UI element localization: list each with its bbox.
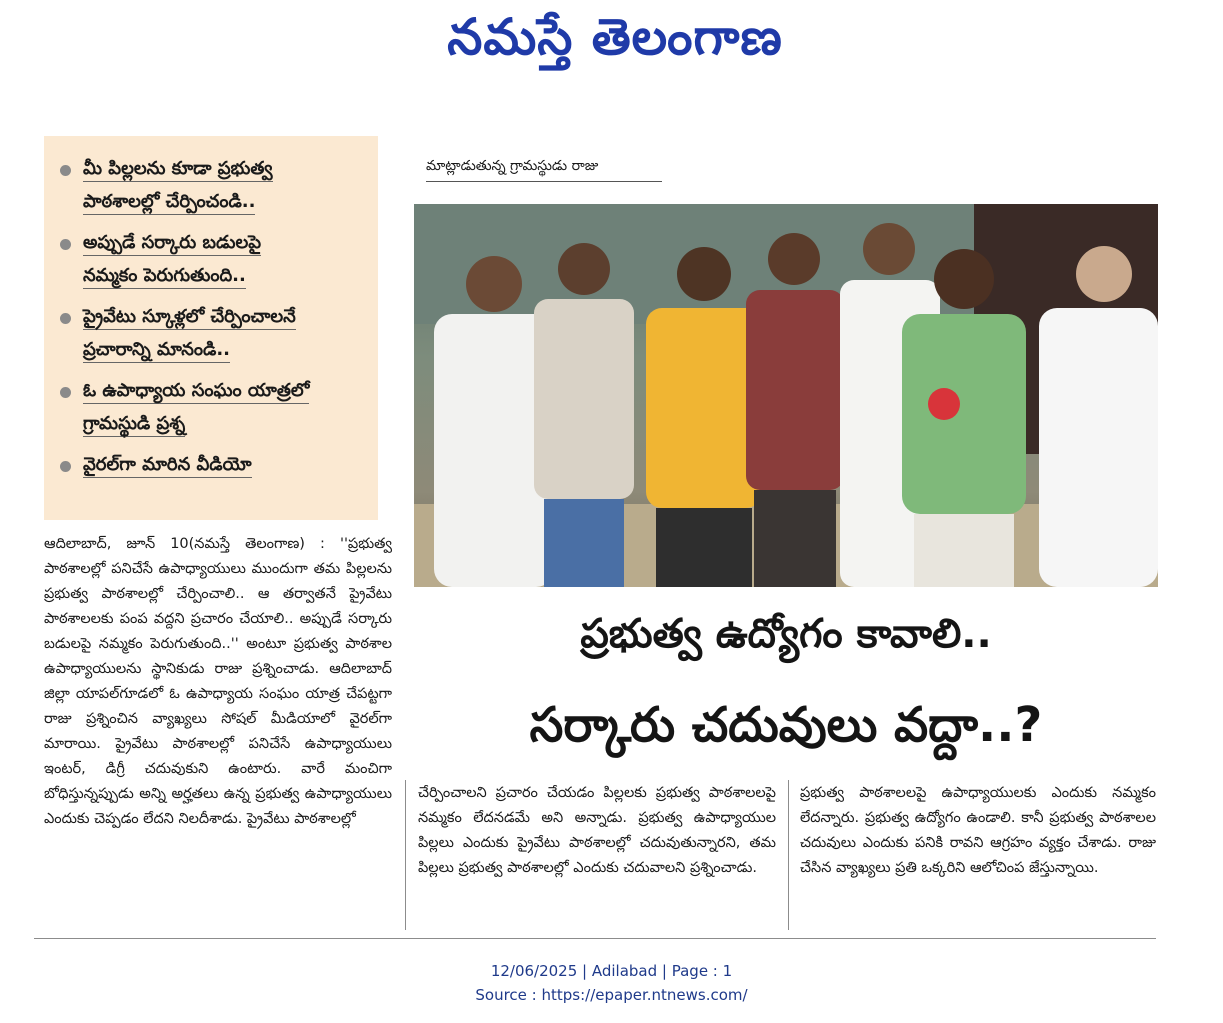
headline-line-1: ప్రభుత్వ ఉద్యోగం కావాలి.. [580,611,992,657]
column-divider [405,780,406,930]
photo-illustration [414,204,1158,587]
headline-line-2: సర్కారు చదువులు వద్దా..? [529,697,1043,753]
footer-source: Source : https://epaper.ntnews.com/ [475,986,748,1004]
highlight-line: ప్రైవేటు స్కూళ్లలో చేర్పించాలనే [83,306,296,330]
highlight-line: మీ పిల్లలను కూడా ప్రభుత్వ [83,158,273,182]
highlight-line: ప్రచారాన్ని మానండి.. [83,339,230,363]
bottom-divider [34,938,1156,939]
highlight-line: వైరల్‌గా మారిన వీడియో [83,454,252,478]
masthead-logo: నమస్తే తెలంగాణ [447,7,783,66]
bullet-icon [60,387,71,398]
highlight-line: నమ్మకం పెరుగుతుంది.. [83,265,246,289]
highlight-line: పాఠశాలల్లో చేర్పించండి.. [83,191,255,215]
article-column-1: ఆదిలాబాద్, జూన్ 10(నమస్తే తెలంగాణ) : ''ప్రభుత్వ పాఠశాలల్లో పనిచేసే ఉపాధ్యాయులు ముందుగా తమ పిల్లలను ప్రభుత్వ పాఠశాలల్లో చేర్పించాలి.. ఆ తర్వాతనే ప్రైవేటు పాఠశాలలకు పంప వద్దని ప్రచారం చేయాలి.. అప్పుడే సర్కారు బడులపై నమ్మకం పెరుగుతుంది..'' అంటూ ప్రభుత్వ పాఠశాల ఉపాధ్యాయులను స్థానికుడు రాజు ప్రశ్నించాడు. ఆదిలాబాద్ జిల్లా యాపల్‌గూడలో ఓ ఉపాధ్యాయ సంఘం యాత్ర చేపట్టగా రాజు ప్రశ్నించిన వ్యాఖ్యలు సోషల్ మీడియాలో వైరల్‌గా మారాయి. ప్రైవేటు పాఠశాలల్లో పనిచేసే ఉపాధ్యాయులు ఇంటర్, డిగ్రీ చదువుకుని ఉంటారు. వారే మంచిగా బోధిస్తున్నప్పుడు అన్ని అర్హతలు ఉన్న ప్రభుత్వ ఉపాధ్యాయులు ఎందుకు చెప్పడం లేదని నిలదీశాడు. ప్రైవేటు పాఠశాలల్లో [44,536,392,827]
highlight-item [60,226,368,292]
column-divider [788,780,789,930]
highlight-item [60,152,368,218]
bullet-icon [60,165,71,176]
highlight-line: ఓ ఉపాధ్యాయ సంఘం యాత్రలో [83,380,309,404]
highlight-line: గ్రామస్థుడి ప్రశ్న [83,413,185,437]
highlight-line: అప్పుడే సర్కారు బడులపై [83,232,261,256]
highlight-item [60,374,368,440]
article-column-2: చేర్పించాలని ప్రచారం చేయడం పిల్లలకు ప్రభుత్వ పాఠశాలలపై నమ్మకం లేదనడమే అని అన్నాడు. ప్రభుత్వ ఉపాధ్యాయుల పిల్లలు ఎందుకు ప్రైవేటు పాఠశాలల్లో చదువుతున్నారని, తమ పిల్లలు ప్రభుత్వ పాఠశాలల్లో ఎందుకు చదువాలని ప్రశ్నించాడు. [418,785,776,876]
bullet-icon [60,313,71,324]
news-photo [414,204,1158,587]
footer-info: 12/06/2025 | Adilabad | Page : 1 [490,962,733,980]
bullet-icon [60,239,71,250]
bullet-icon [60,461,71,472]
highlight-item [60,448,368,481]
highlights-box [44,136,378,520]
highlight-item [60,300,368,366]
article-column-3: ప్రభుత్వ పాఠశాలలపై ఉపాధ్యాయులకు ఎందుకు నమ్మకం లేదన్నారు. ప్రభుత్వ ఉద్యోగం ఉండాలి. కానీ ప్రభుత్వ పాఠశాలల చదువులు ఎందుకు పనికి రావని ఆగ్రహం వ్యక్తం చేశాడు. రాజు చేసిన వ్యాఖ్యలు ప్రతి ఒక్కరిని ఆలోచింప జేస్తున్నాయి. [800,785,1156,876]
photo-caption: మాట్లాడుతున్న గ్రామస్థుడు రాజు [426,152,662,182]
